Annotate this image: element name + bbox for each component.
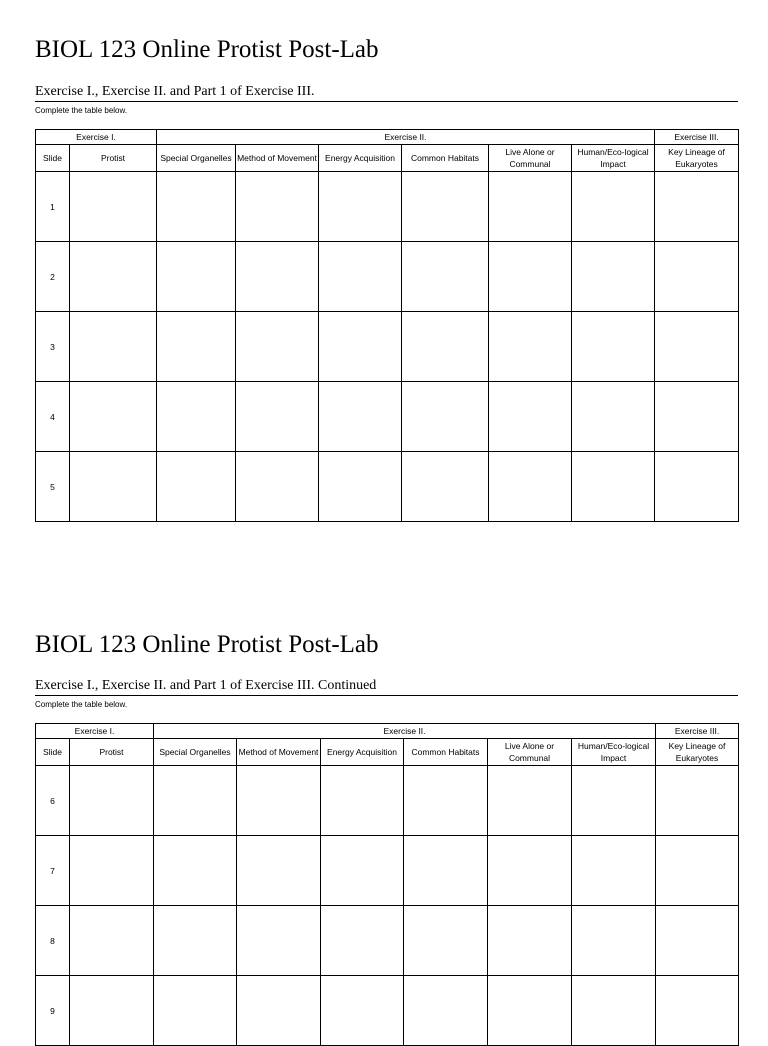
energy-acquisition-cell[interactable]	[319, 452, 402, 522]
common-habitats-cell[interactable]	[404, 836, 488, 906]
energy-acquisition-cell[interactable]	[321, 836, 404, 906]
special-organelles-cell[interactable]	[157, 382, 236, 452]
column-header-protist: Protist	[70, 145, 157, 172]
column-header-protist: Protist	[70, 739, 154, 766]
protist-table	[35, 129, 739, 522]
protist-cell[interactable]	[70, 906, 154, 976]
special-organelles-cell[interactable]	[154, 906, 237, 976]
key-lineage-cell[interactable]	[655, 382, 739, 452]
exercise-3-header: Exercise III.	[655, 130, 739, 145]
instruction-text: Complete the table below.	[35, 700, 128, 709]
column-header-energy-acquisition: Energy Acquisition	[319, 145, 402, 172]
key-lineage-cell[interactable]	[655, 452, 739, 522]
method-of-movement-cell[interactable]	[236, 382, 319, 452]
page-title: BIOL 123 Online Protist Post-Lab	[35, 631, 379, 658]
human-ecological-impact-cell[interactable]	[572, 976, 656, 1046]
special-organelles-cell[interactable]	[157, 312, 236, 382]
worksheet-page-1	[35, 36, 738, 492]
protist-cell[interactable]	[70, 312, 157, 382]
protist-cell[interactable]	[70, 382, 157, 452]
live-alone-or-communal-cell[interactable]	[488, 976, 572, 1046]
method-of-movement-cell[interactable]	[236, 452, 319, 522]
slide-number: 9	[36, 976, 70, 1046]
key-lineage-cell[interactable]	[656, 906, 739, 976]
key-lineage-cell[interactable]	[656, 766, 739, 836]
instruction-text: Complete the table below.	[35, 106, 128, 115]
column-header-special-organelles: Special Organelles	[157, 145, 236, 172]
common-habitats-cell[interactable]	[402, 242, 489, 312]
common-habitats-cell[interactable]	[404, 766, 488, 836]
column-header-human-ecological-impact: Human/Eco-logical Impact	[572, 739, 656, 766]
key-lineage-cell[interactable]	[655, 242, 739, 312]
column-header-method-of-movement: Method of Movement	[237, 739, 321, 766]
table-row	[36, 836, 739, 906]
protist-table	[35, 723, 739, 1046]
human-ecological-impact-cell[interactable]	[572, 906, 656, 976]
column-header-live-alone-or-communal: Live Alone or Communal	[489, 145, 572, 172]
energy-acquisition-cell[interactable]	[321, 906, 404, 976]
common-habitats-cell[interactable]	[402, 172, 489, 242]
method-of-movement-cell[interactable]	[236, 172, 319, 242]
column-header-method-of-movement: Method of Movement	[236, 145, 319, 172]
table-row	[36, 242, 739, 312]
live-alone-or-communal-cell[interactable]	[489, 382, 572, 452]
energy-acquisition-cell[interactable]	[321, 976, 404, 1046]
method-of-movement-cell[interactable]	[237, 836, 321, 906]
column-header-human-ecological-impact: Human/Eco-logical Impact	[572, 145, 655, 172]
table-row	[36, 452, 739, 522]
column-header-special-organelles: Special Organelles	[154, 739, 237, 766]
slide-number: 6	[36, 766, 70, 836]
energy-acquisition-cell[interactable]	[321, 766, 404, 836]
human-ecological-impact-cell[interactable]	[572, 452, 655, 522]
exercise-group-row	[36, 724, 739, 739]
worksheet-page-2	[35, 631, 738, 1016]
energy-acquisition-cell[interactable]	[319, 242, 402, 312]
live-alone-or-communal-cell[interactable]	[489, 452, 572, 522]
slide-number: 2	[36, 242, 70, 312]
live-alone-or-communal-cell[interactable]	[488, 766, 572, 836]
column-header-row	[36, 145, 739, 172]
energy-acquisition-cell[interactable]	[319, 312, 402, 382]
protist-cell[interactable]	[70, 242, 157, 312]
exercise-2-header: Exercise II.	[154, 724, 656, 739]
common-habitats-cell[interactable]	[404, 976, 488, 1046]
special-organelles-cell[interactable]	[154, 976, 237, 1046]
protist-cell[interactable]	[70, 836, 154, 906]
human-ecological-impact-cell[interactable]	[572, 382, 655, 452]
table-row	[36, 312, 739, 382]
energy-acquisition-cell[interactable]	[319, 172, 402, 242]
table-row	[36, 976, 739, 1046]
slide-number: 3	[36, 312, 70, 382]
live-alone-or-communal-cell[interactable]	[488, 906, 572, 976]
protist-cell[interactable]	[70, 452, 157, 522]
page-subtitle: Exercise I., Exercise II. and Part 1 of Exercise III.	[35, 84, 738, 102]
slide-number: 7	[36, 836, 70, 906]
common-habitats-cell[interactable]	[402, 452, 489, 522]
protist-cell[interactable]	[70, 172, 157, 242]
special-organelles-cell[interactable]	[157, 452, 236, 522]
protist-cell[interactable]	[70, 766, 154, 836]
live-alone-or-communal-cell[interactable]	[489, 312, 572, 382]
page-title: BIOL 123 Online Protist Post-Lab	[35, 36, 379, 63]
column-header-energy-acquisition: Energy Acquisition	[321, 739, 404, 766]
special-organelles-cell[interactable]	[157, 242, 236, 312]
common-habitats-cell[interactable]	[402, 312, 489, 382]
live-alone-or-communal-cell[interactable]	[488, 836, 572, 906]
column-header-common-habitats: Common Habitats	[404, 739, 488, 766]
human-ecological-impact-cell[interactable]	[572, 766, 656, 836]
slide-number: 5	[36, 452, 70, 522]
human-ecological-impact-cell[interactable]	[572, 172, 655, 242]
exercise-1-header: Exercise I.	[36, 130, 157, 145]
slide-number: 1	[36, 172, 70, 242]
special-organelles-cell[interactable]	[154, 836, 237, 906]
column-header-live-alone-or-communal: Live Alone or Communal	[488, 739, 572, 766]
human-ecological-impact-cell[interactable]	[572, 836, 656, 906]
column-header-key-lineage: Key Lineage of Eukaryotes	[655, 145, 739, 172]
energy-acquisition-cell[interactable]	[319, 382, 402, 452]
column-header-common-habitats: Common Habitats	[402, 145, 489, 172]
human-ecological-impact-cell[interactable]	[572, 312, 655, 382]
exercise-2-header: Exercise II.	[157, 130, 655, 145]
human-ecological-impact-cell[interactable]	[572, 242, 655, 312]
common-habitats-cell[interactable]	[404, 906, 488, 976]
exercise-group-row	[36, 130, 739, 145]
live-alone-or-communal-cell[interactable]	[489, 172, 572, 242]
exercise-1-header: Exercise I.	[36, 724, 154, 739]
table-row	[36, 382, 739, 452]
method-of-movement-cell[interactable]	[236, 312, 319, 382]
live-alone-or-communal-cell[interactable]	[489, 242, 572, 312]
protist-cell[interactable]	[70, 976, 154, 1046]
slide-number: 8	[36, 906, 70, 976]
table-row	[36, 172, 739, 242]
column-header-slide: Slide	[36, 145, 70, 172]
column-header-slide: Slide	[36, 739, 70, 766]
method-of-movement-cell[interactable]	[237, 976, 321, 1046]
table-row	[36, 766, 739, 836]
slide-number: 4	[36, 382, 70, 452]
method-of-movement-cell[interactable]	[237, 766, 321, 836]
special-organelles-cell[interactable]	[157, 172, 236, 242]
method-of-movement-cell[interactable]	[236, 242, 319, 312]
column-header-key-lineage: Key Lineage of Eukaryotes	[656, 739, 739, 766]
key-lineage-cell[interactable]	[656, 976, 739, 1046]
key-lineage-cell[interactable]	[655, 172, 739, 242]
column-header-row	[36, 739, 739, 766]
key-lineage-cell[interactable]	[656, 836, 739, 906]
page-subtitle: Exercise I., Exercise II. and Part 1 of Exercise III. Continued	[35, 678, 738, 696]
common-habitats-cell[interactable]	[402, 382, 489, 452]
table-row	[36, 906, 739, 976]
special-organelles-cell[interactable]	[154, 766, 237, 836]
exercise-3-header: Exercise III.	[656, 724, 739, 739]
key-lineage-cell[interactable]	[655, 312, 739, 382]
method-of-movement-cell[interactable]	[237, 906, 321, 976]
